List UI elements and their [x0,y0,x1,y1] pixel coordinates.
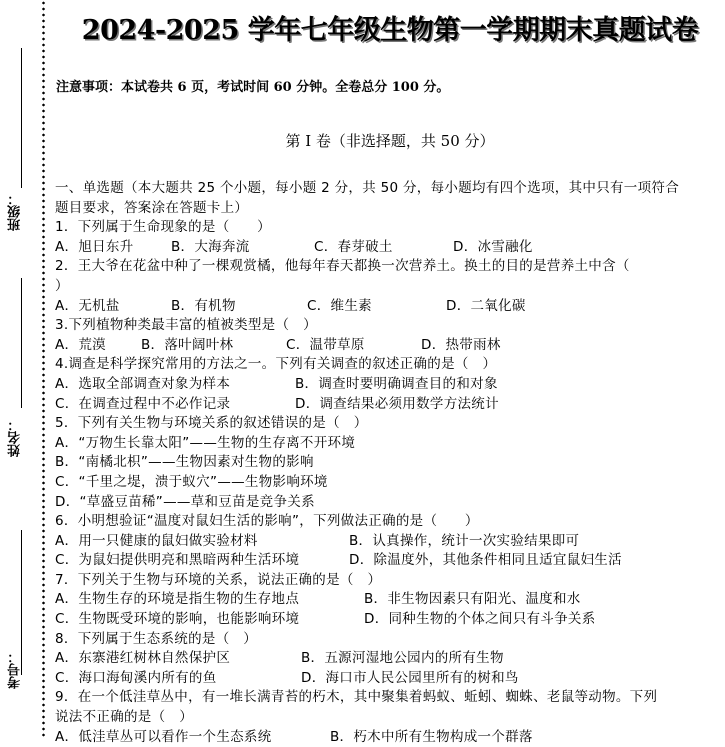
option-row [55,728,720,747]
question-stem: 8．下列属于生态系统的是（ ） [55,630,258,647]
option-c: C．维生素 [307,297,372,314]
option-b: B．有机物 [171,297,236,314]
margin-rule-1 [21,48,22,188]
option-row [55,590,720,610]
option-c: C．温带草原 [286,336,365,353]
option-a: A．旭日东升 [55,238,134,255]
option-row [55,395,720,415]
option-a: A．无机盐 [55,297,120,314]
part-heading-cont: 题目要求，答案涂在答题卡上） [55,199,249,216]
option-a: A．选取全部调查对象为样本 [55,375,231,392]
option-d: D．冰雪融化 [453,238,533,255]
option-c: C．生物既受环境的影响，也能影响环境 [55,611,300,628]
question-stem: 1．下列属于生命现象的是（ ） [55,219,271,236]
question-stem: 7．下列关于生物与环境的关系，说法正确的是（ ） [55,571,382,588]
option-c: C．为鼠妇提供明亮和黑暗两种生活环境 [55,552,300,569]
question-stem-cont: ） [55,277,69,294]
option-b: B．五源河湿地公园内的所有生物 [301,650,504,667]
option-b: B．“南橘北枳”——生物因素对生物的影响 [55,454,314,471]
part-heading: 一、单选题（本大题共 25 个小题，每小题 2 分，共 50 分，每小题均有四个选项，其中只有一项符合 [55,180,679,196]
option-c: C．在调查过程中不必作记录 [55,395,231,412]
question-stem: 2．王大爷在花盆中种了一棵观赏橘，他每年春天都换一次营养土。换土的目的是营养土中含（ [55,258,630,275]
exam-number-label: 考号： [8,650,23,690]
question-stem: 5．下列有关生物与环境关系的叙述错误的是（ ） [55,415,368,432]
option-row [55,551,720,571]
cut-line [42,0,45,738]
name-label: 姓名： [8,418,23,458]
option-row [55,649,720,669]
option-a: A．生物生存的环境是指生物的生存地点 [55,591,300,608]
section-title: 第 I 卷（非选择题，共 50 分） [285,132,495,150]
option-d: D．海口市人民公园里所有的树和鸟 [301,669,519,686]
option-b: B．非生物因素只有阳光、温度和水 [364,591,581,608]
option-d: D．同种生物的个体之间只有斗争关系 [364,611,596,628]
option-row [55,532,720,552]
exam-notice: 注意事项：本试卷共 6 页，考试时间 60 分钟。全卷总分 100 分。 [56,80,450,95]
option-d: D．调查结果必须用数学方法统计 [295,395,499,412]
option-a: A．东寨港红树林自然保护区 [55,650,231,667]
option-a: A．荒漠 [55,336,106,353]
question-stem: 3.下列植物种类最丰富的植被类型是（ ） [55,317,317,334]
option-b: B．落叶阔叶林 [141,336,234,353]
option-row [55,669,720,689]
option-row [55,336,720,356]
question-list [55,179,720,747]
class-label: 班级： [8,192,23,232]
option-a: A．用一只健康的鼠妇做实验材料 [55,532,258,549]
question-stem: 9．在一个低洼草丛中，有一堆长满青苔的朽木，其中聚集着蚂蚁、蚯蚓、蜘蛛、老鼠等动物。下列 [55,689,658,706]
option-c: C．“千里之堤，溃于蚁穴”——生物影响环境 [55,473,328,490]
option-c: C．春芽破土 [314,238,393,255]
option-d: D．二氧化碳 [446,297,526,314]
option-c: C．海口海甸溪内所有的鱼 [55,669,217,686]
option-row [55,610,720,630]
option-d: D．除温度外，其他条件相同且适宜鼠妇生活 [349,552,622,569]
option-b: B．大海奔流 [171,238,250,255]
question-stem: 6．小明想验证“温度对鼠妇生活的影响”，下列做法正确的是（ ） [55,513,479,530]
option-a: A．“万物生长靠太阳”——生物的生存离不开环境 [55,434,356,451]
option-row [55,238,720,258]
option-row [55,375,720,395]
option-a: A．低洼草丛可以看作一个生态系统 [55,728,272,745]
margin-rule-2 [21,278,22,408]
question-stem-cont: 说法不正确的是（ ） [55,709,193,726]
option-b: B．朽木中所有生物构成一个群落 [330,728,533,745]
option-d: D．热带雨林 [421,336,501,353]
option-d: D．“草盛豆苗稀”——草和豆苗是竞争关系 [55,493,315,510]
option-row [55,297,720,317]
question-stem: 4.调查是科学探究常用的方法之一。下列有关调查的叙述正确的是（ ） [55,356,497,373]
option-b: B．认真操作，统计一次实验结果即可 [349,532,580,549]
page-title: 2024-2025 学年七年级生物第一学期期末真题试卷 [81,15,699,46]
option-b: B．调查时要明确调查目的和对象 [295,375,498,392]
